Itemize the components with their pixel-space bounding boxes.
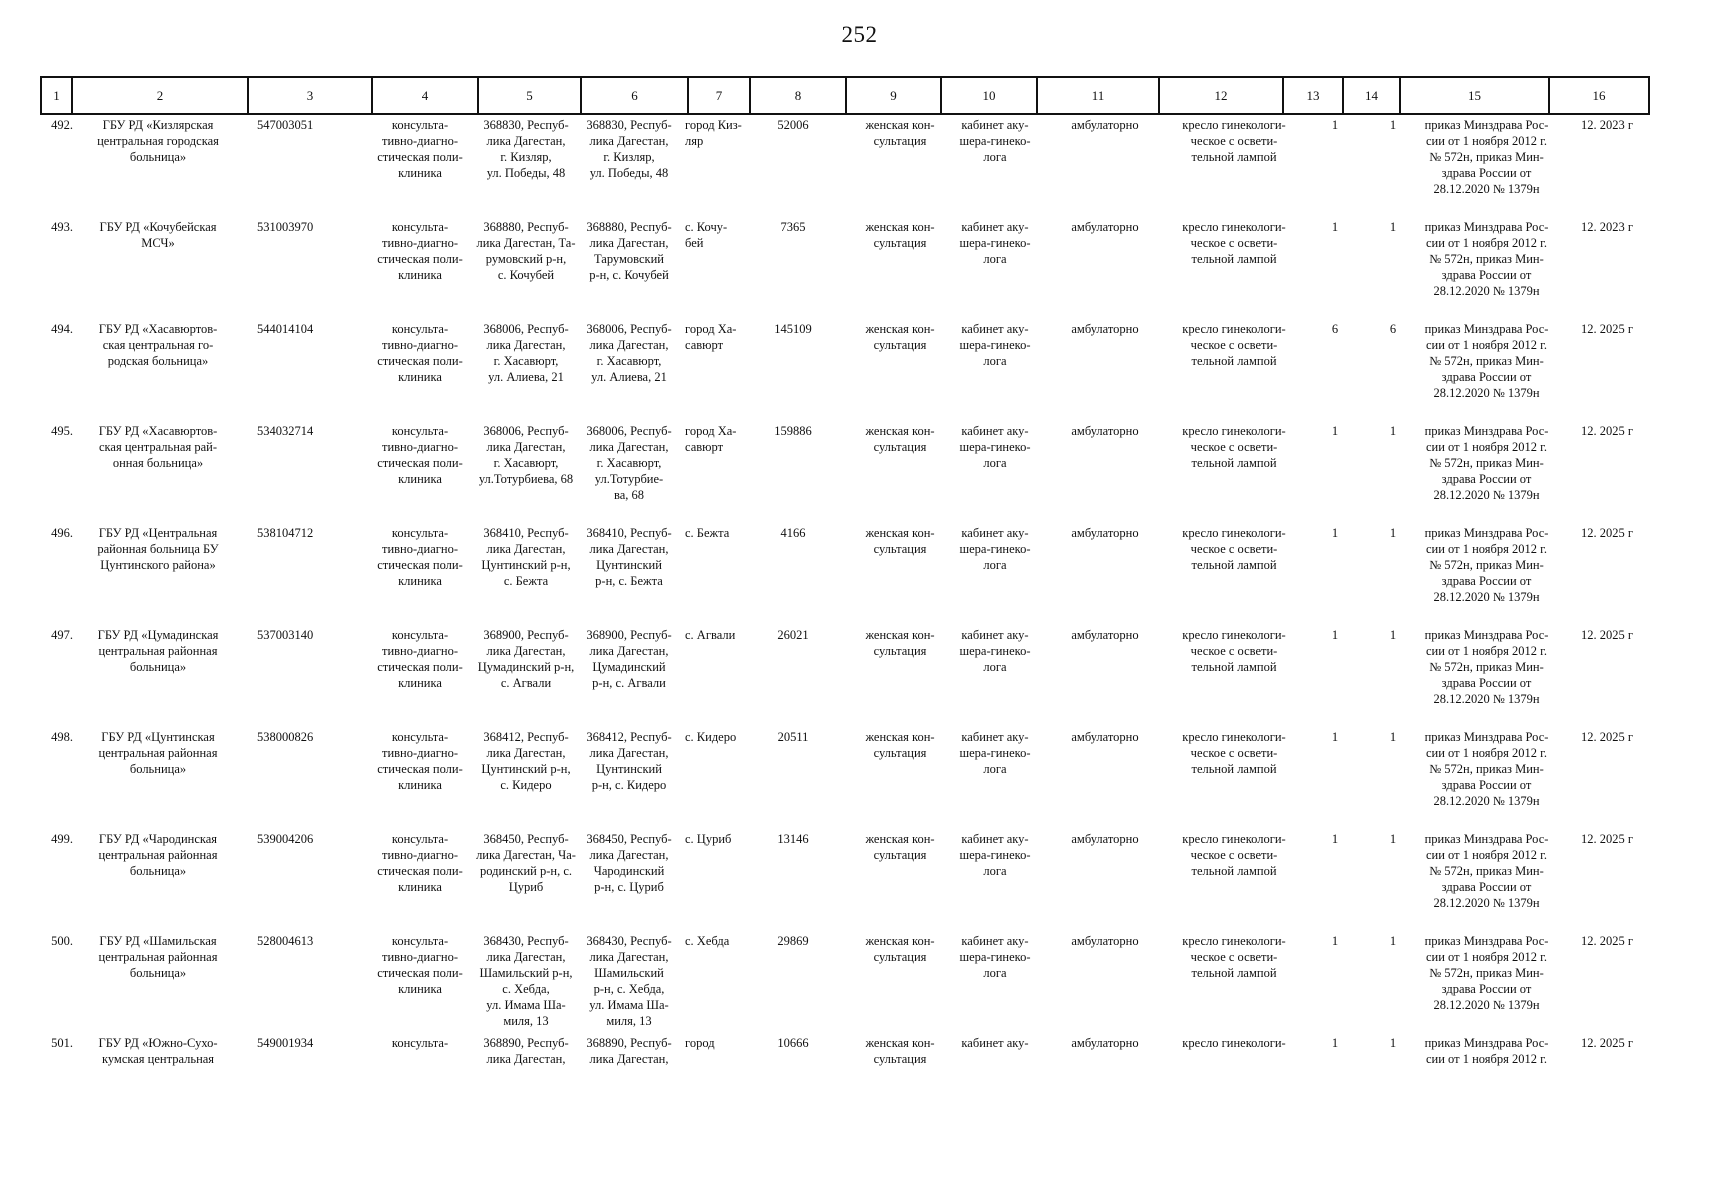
table-cell-col-16: 12. 2025 г <box>1580 526 1633 540</box>
table-cell-col-10: кабинет аку- шера-гинеко- лога <box>959 424 1031 470</box>
table-cell-col-6: 368412, Респуб- лика Дагестан, Цунтинский р-н, с. Кидеро <box>586 730 672 792</box>
table-cell-col-7: город Ха- савюрт <box>685 322 737 352</box>
table-cell-col-2: ГБУ РД «Цумадинская центральная районная больница» <box>97 628 219 674</box>
column-header-1: 1 <box>41 77 72 114</box>
table-cell-col-3: 537003140 <box>257 628 314 642</box>
table-cell-col-2: ГБУ РД «Кочубейская МСЧ» <box>99 220 217 250</box>
table-cell-col-14: 1 <box>1389 118 1397 132</box>
table-cell-col-8: 159886 <box>774 424 812 438</box>
table-cell-col-16: 12. 2025 г <box>1580 424 1633 438</box>
table-cell-col-4: консульта- тивно-диагно- стическая поли- клиника <box>377 220 463 282</box>
column-header-2: 2 <box>72 77 248 114</box>
table-row <box>40 831 1668 933</box>
table-cell-col-14: 1 <box>1389 934 1397 948</box>
table-cell-col-1: 500. <box>51 934 73 948</box>
table-cell-col-10: кабинет аку- шера-гинеко- лога <box>959 118 1031 164</box>
column-header-7: 7 <box>688 77 750 114</box>
column-header-row <box>41 77 1649 114</box>
column-header-6: 6 <box>581 77 688 114</box>
column-header-12: 12 <box>1159 77 1283 114</box>
table-cell-col-15: приказ Минздрава Рос- сии от 1 ноября 2012 г. № 572н, приказ Мин- здрава России от 28.12.2020 № 1379н <box>1424 118 1549 196</box>
table-cell-col-15: приказ Минздрава Рос- сии от 1 ноября 2012 г. № 572н, приказ Мин- здрава России от 28.12.2020 № 1379н <box>1424 628 1549 706</box>
table-cell-col-9: женская кон- сультация <box>865 322 935 352</box>
table-cell-col-12: кресло гинекологи- ческое с освети- тельной лампой <box>1182 424 1286 470</box>
table-cell-col-6: 368450, Респуб- лика Дагестан, Чародинский р-н, с. Цуриб <box>586 832 672 894</box>
table-cell-col-2: ГБУ РД «Цунтинская центральная районная больница» <box>98 730 218 776</box>
table-cell-col-13: 1 <box>1331 730 1339 744</box>
table-cell-col-13: 6 <box>1331 322 1339 336</box>
table-cell-col-11: амбулаторно <box>1071 424 1139 438</box>
table-cell-col-8: 145109 <box>774 322 812 336</box>
table-cell-col-12: кресло гинекологи- ческое с освети- тельной лампой <box>1182 118 1286 164</box>
table-cell-col-10: кабинет аку- шера-гинеко- лога <box>959 628 1031 674</box>
table-cell-col-4: консульта- тивно-диагно- стическая поли- клиника <box>377 934 463 996</box>
table-cell-col-5: 368880, Респуб- лика Дагестан, Та- румовский р-н, с. Кочубей <box>476 220 576 282</box>
table-cell-col-8: 20511 <box>777 730 809 744</box>
table-cell-col-15: приказ Минздрава Рос- сии от 1 ноября 2012 г. № 572н, приказ Мин- здрава России от 28.12.2020 № 1379н <box>1424 220 1549 298</box>
table-cell-col-12: кресло гинекологи- <box>1182 1036 1286 1050</box>
table-cell-col-2: ГБУ РД «Южно-Сухо- кумская центральная <box>98 1036 218 1066</box>
table-row <box>40 219 1668 321</box>
table-cell-col-6: 368006, Респуб- лика Дагестан, г. Хасавюрт, ул.Тотурбие- ва, 68 <box>586 424 672 502</box>
table-cell-col-6: 368830, Респуб- лика Дагестан, г. Кизляр, ул. Победы, 48 <box>586 118 672 180</box>
table-cell-col-13: 1 <box>1331 118 1339 132</box>
table-cell-col-16: 12. 2025 г <box>1580 628 1633 642</box>
table-cell-col-2: ГБУ РД «Хасавюртов- ская центральная рай- онная больница» <box>98 424 218 470</box>
table-cell-col-1: 498. <box>51 730 73 744</box>
table-cell-col-16: 12. 2023 г <box>1580 118 1633 132</box>
table-body <box>40 117 1668 1095</box>
table-cell-col-5: 368900, Респуб- лика Дагестан, Цумадинский р-н, с. Агвали <box>477 628 575 690</box>
table-cell-col-12: кресло гинекологи- ческое с освети- тельной лампой <box>1182 832 1286 878</box>
table-cell-col-12: кресло гинекологи- ческое с освети- тельной лампой <box>1182 934 1286 980</box>
table-cell-col-4: консульта- тивно-диагно- стическая поли- клиника <box>377 832 463 894</box>
column-header-8: 8 <box>750 77 846 114</box>
table-cell-col-12: кресло гинекологи- ческое с освети- тельной лампой <box>1182 526 1286 572</box>
column-header-10: 10 <box>941 77 1037 114</box>
table-cell-col-7: с. Цуриб <box>685 832 732 846</box>
column-header-16: 16 <box>1549 77 1649 114</box>
table-cell-col-11: амбулаторно <box>1071 1036 1139 1050</box>
table-cell-col-11: амбулаторно <box>1071 526 1139 540</box>
table-cell-col-4: консульта- тивно-диагно- стическая поли- клиника <box>377 628 463 690</box>
table-cell-col-8: 29869 <box>777 934 809 948</box>
table-cell-col-3: 528004613 <box>257 934 314 948</box>
page-number: 252 <box>841 22 878 47</box>
table-cell-col-3: 531003970 <box>257 220 314 234</box>
table-cell-col-1: 492. <box>51 118 73 132</box>
table-cell-col-16: 12. 2025 г <box>1580 934 1633 948</box>
table-cell-col-3: 538000826 <box>257 730 314 744</box>
table-cell-col-5: 368412, Респуб- лика Дагестан, Цунтинский р-н, с. Кидеро <box>481 730 571 792</box>
table-cell-col-15: приказ Минздрава Рос- сии от 1 ноября 2012 г. <box>1424 1036 1549 1066</box>
table-cell-col-9: женская кон- сультация <box>865 526 935 556</box>
table-cell-col-4: консульта- <box>391 1036 449 1050</box>
table-cell-col-13: 1 <box>1331 220 1339 234</box>
table-cell-col-15: приказ Минздрава Рос- сии от 1 ноября 2012 г. № 572н, приказ Мин- здрава России от 28.12.2020 № 1379н <box>1424 832 1549 910</box>
table-cell-col-16: 12. 2025 г <box>1580 1036 1633 1050</box>
table-cell-col-7: город Киз- ляр <box>685 118 742 148</box>
table-cell-col-16: 12. 2025 г <box>1580 322 1633 336</box>
table-cell-col-13: 1 <box>1331 526 1339 540</box>
table-row <box>40 525 1668 627</box>
table-cell-col-10: кабинет аку- шера-гинеко- лога <box>959 220 1031 266</box>
table-cell-col-5: 368830, Респуб- лика Дагестан, г. Кизляр, ул. Победы, 48 <box>483 118 569 180</box>
table-cell-col-8: 26021 <box>777 628 809 642</box>
table-cell-col-11: амбулаторно <box>1071 730 1139 744</box>
column-header-table <box>40 76 1650 115</box>
table-cell-col-3: 549001934 <box>257 1036 314 1050</box>
column-header-15: 15 <box>1400 77 1549 114</box>
table-cell-col-2: ГБУ РД «Кизлярская центральная городская больница» <box>97 118 219 164</box>
table-cell-col-4: консульта- тивно-диагно- стическая поли- клиника <box>377 526 463 588</box>
table-cell-col-12: кресло гинекологи- ческое с освети- тельной лампой <box>1182 322 1286 368</box>
table-cell-col-2: ГБУ РД «Чародинская центральная районная больница» <box>98 832 218 878</box>
table-row <box>40 423 1668 525</box>
table-cell-col-9: женская кон- сультация <box>865 628 935 658</box>
table-cell-col-10: кабинет аку- <box>961 1036 1029 1050</box>
table-cell-col-14: 1 <box>1389 832 1397 846</box>
table-cell-col-4: консульта- тивно-диагно- стическая поли- клиника <box>377 730 463 792</box>
table-cell-col-10: кабинет аку- шера-гинеко- лога <box>959 730 1031 776</box>
table-cell-col-15: приказ Минздрава Рос- сии от 1 ноября 2012 г. № 572н, приказ Мин- здрава России от 28.12.2020 № 1379н <box>1424 424 1549 502</box>
table-row <box>40 1035 1668 1095</box>
table-cell-col-6: 368890, Респуб- лика Дагестан, <box>586 1036 672 1066</box>
table-cell-col-4: консульта- тивно-диагно- стическая поли- клиника <box>377 424 463 486</box>
table-cell-col-13: 1 <box>1331 832 1339 846</box>
table-cell-col-8: 52006 <box>777 118 809 132</box>
table-cell-col-8: 4166 <box>780 526 806 540</box>
column-header-9: 9 <box>846 77 941 114</box>
table-cell-col-15: приказ Минздрава Рос- сии от 1 ноября 2012 г. № 572н, приказ Мин- здрава России от 28.12.2020 № 1379н <box>1424 730 1549 808</box>
table-cell-col-14: 1 <box>1389 424 1397 438</box>
table-cell-col-11: амбулаторно <box>1071 628 1139 642</box>
column-header-4: 4 <box>372 77 478 114</box>
table-cell-col-6: 368430, Респуб- лика Дагестан, Шамильский р-н, с. Хебда, ул. Имама Ша- миля, 13 <box>586 934 672 1028</box>
table-cell-col-2: ГБУ РД «Центральная районная больница БУ Цунтинского района» <box>97 526 219 572</box>
table-cell-col-9: женская кон- сультация <box>865 730 935 760</box>
table-cell-col-10: кабинет аку- шера-гинеко- лога <box>959 322 1031 368</box>
table-cell-col-11: амбулаторно <box>1071 118 1139 132</box>
table-cell-col-14: 1 <box>1389 628 1397 642</box>
table-cell-col-9: женская кон- сультация <box>865 934 935 964</box>
column-header-5: 5 <box>478 77 581 114</box>
table-cell-col-6: 368006, Респуб- лика Дагестан, г. Хасавюрт, ул. Алиева, 21 <box>586 322 672 384</box>
table-cell-col-13: 1 <box>1331 424 1339 438</box>
table-cell-col-9: женская кон- сультация <box>865 1036 935 1066</box>
column-header-3: 3 <box>248 77 372 114</box>
table-cell-col-10: кабинет аку- шера-гинеко- лога <box>959 526 1031 572</box>
table-row <box>40 321 1668 423</box>
column-header-13: 13 <box>1283 77 1343 114</box>
column-header-11: 11 <box>1037 77 1159 114</box>
table-row <box>40 933 1668 1035</box>
table-cell-col-7: с. Бежта <box>685 526 730 540</box>
table-cell-col-3: 544014104 <box>257 322 314 336</box>
table-cell-col-13: 1 <box>1331 934 1339 948</box>
table-cell-col-6: 368410, Респуб- лика Дагестан, Цунтинский р-н, с. Бежта <box>586 526 672 588</box>
table-cell-col-1: 499. <box>51 832 73 846</box>
table-cell-col-10: кабинет аку- шера-гинеко- лога <box>959 934 1031 980</box>
table-cell-col-15: приказ Минздрава Рос- сии от 1 ноября 2012 г. № 572н, приказ Мин- здрава России от 28.12.2020 № 1379н <box>1424 526 1549 604</box>
table-cell-col-8: 7365 <box>780 220 806 234</box>
table-cell-col-5: 368450, Респуб- лика Дагестан, Ча- родинский р-н, с. Цуриб <box>476 832 576 894</box>
table-cell-col-6: 368900, Респуб- лика Дагестан, Цумадинский р-н, с. Агвали <box>586 628 672 690</box>
table-cell-col-11: амбулаторно <box>1071 832 1139 846</box>
table-cell-col-7: с. Хебда <box>685 934 730 948</box>
table-cell-col-8: 13146 <box>777 832 809 846</box>
table-cell-col-2: ГБУ РД «Шамильская центральная районная больница» <box>98 934 218 980</box>
table-cell-col-1: 501. <box>51 1036 73 1050</box>
table-cell-col-16: 12. 2023 г <box>1580 220 1633 234</box>
table-cell-col-5: 368890, Респуб- лика Дагестан, <box>483 1036 569 1066</box>
table-cell-col-14: 1 <box>1389 1036 1397 1050</box>
table-cell-col-5: 368410, Респуб- лика Дагестан, Цунтинский р-н, с. Бежта <box>481 526 571 588</box>
table-cell-col-8: 10666 <box>777 1036 809 1050</box>
table-cell-col-7: город Ха- савюрт <box>685 424 737 454</box>
table-cell-col-13: 1 <box>1331 1036 1339 1050</box>
table-cell-col-5: 368430, Респуб- лика Дагестан, Шамильский р-н, с. Хебда, ул. Имама Ша- миля, 13 <box>479 934 573 1028</box>
table-cell-col-3: 538104712 <box>257 526 314 540</box>
column-header-14: 14 <box>1343 77 1400 114</box>
table-cell-col-11: амбулаторно <box>1071 322 1139 336</box>
table-row <box>40 117 1668 219</box>
table-cell-col-7: с. Кидеро <box>685 730 737 744</box>
table-cell-col-3: 547003051 <box>257 118 314 132</box>
table-cell-col-16: 12. 2025 г <box>1580 730 1633 744</box>
table-cell-col-12: кресло гинекологи- ческое с освети- тельной лампой <box>1182 628 1286 674</box>
table-cell-col-7: с. Агвали <box>685 628 736 642</box>
table-cell-col-14: 6 <box>1389 322 1397 336</box>
table-cell-col-1: 496. <box>51 526 73 540</box>
table-cell-col-14: 1 <box>1389 220 1397 234</box>
table-cell-col-3: 534032714 <box>257 424 314 438</box>
table-cell-col-12: кресло гинекологи- ческое с освети- тельной лампой <box>1182 220 1286 266</box>
table-cell-col-15: приказ Минздрава Рос- сии от 1 ноября 2012 г. № 572н, приказ Мин- здрава России от 28.12.2020 № 1379н <box>1424 322 1549 400</box>
table-cell-col-5: 368006, Респуб- лика Дагестан, г. Хасавюрт, ул.Тотурбиева, 68 <box>478 424 574 486</box>
table-cell-col-14: 1 <box>1389 730 1397 744</box>
table-cell-col-10: кабинет аку- шера-гинеко- лога <box>959 832 1031 878</box>
table-cell-col-9: женская кон- сультация <box>865 118 935 148</box>
table-row <box>40 729 1668 831</box>
table-cell-col-6: 368880, Респуб- лика Дагестан, Тарумовский р-н, с. Кочубей <box>586 220 672 282</box>
table-cell-col-16: 12. 2025 г <box>1580 832 1633 846</box>
table-cell-col-1: 494. <box>51 322 73 336</box>
table-cell-col-14: 1 <box>1389 526 1397 540</box>
table-row <box>40 627 1668 729</box>
table-cell-col-13: 1 <box>1331 628 1339 642</box>
table-cell-col-12: кресло гинекологи- ческое с освети- тельной лампой <box>1182 730 1286 776</box>
table-cell-col-9: женская кон- сультация <box>865 220 935 250</box>
table-cell-col-4: консульта- тивно-диагно- стическая поли- клиника <box>377 118 463 180</box>
table-cell-col-15: приказ Минздрава Рос- сии от 1 ноября 2012 г. № 572н, приказ Мин- здрава России от 28.12.2020 № 1379н <box>1424 934 1549 1012</box>
table-cell-col-9: женская кон- сультация <box>865 424 935 454</box>
table-cell-col-7: с. Кочу- бей <box>685 220 728 250</box>
table-cell-col-1: 495. <box>51 424 73 438</box>
table-cell-col-11: амбулаторно <box>1071 220 1139 234</box>
table-cell-col-5: 368006, Респуб- лика Дагестан, г. Хасавюрт, ул. Алиева, 21 <box>483 322 569 384</box>
table-cell-col-3: 539004206 <box>257 832 314 846</box>
table-cell-col-1: 493. <box>51 220 73 234</box>
table-cell-col-2: ГБУ РД «Хасавюртов- ская центральная го- родская больница» <box>98 322 218 368</box>
table-cell-col-4: консульта- тивно-диагно- стическая поли- клиника <box>377 322 463 384</box>
table-cell-col-7: город <box>685 1036 715 1050</box>
table-cell-col-1: 497. <box>51 628 73 642</box>
table-cell-col-9: женская кон- сультация <box>865 832 935 862</box>
table-cell-col-11: амбулаторно <box>1071 934 1139 948</box>
